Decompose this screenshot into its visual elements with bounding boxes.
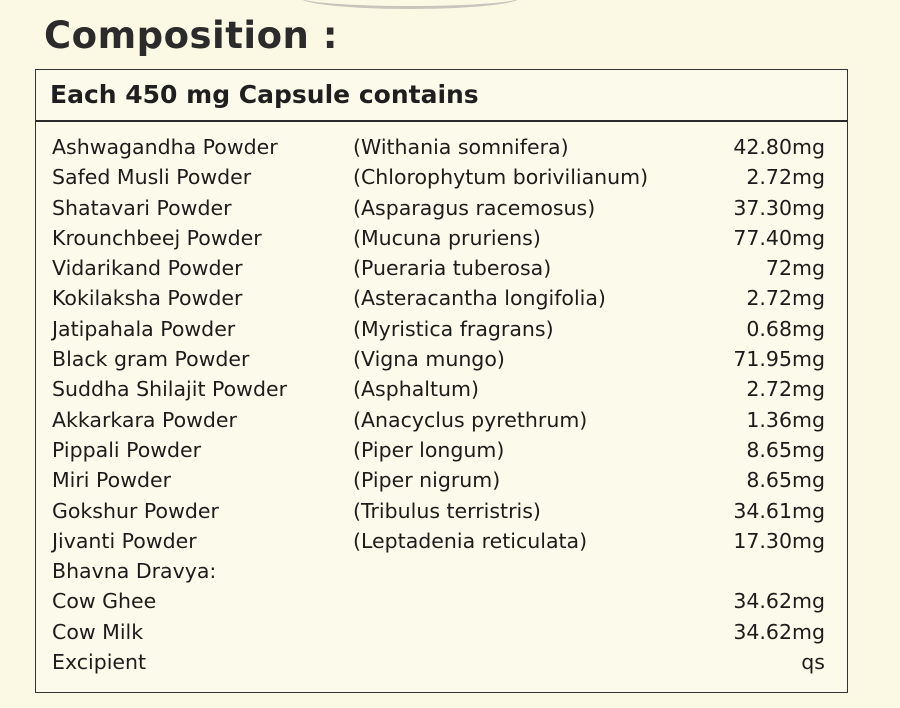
composition-panel <box>35 69 848 693</box>
ingredient-botanical: (Asphaltum) <box>353 377 479 402</box>
ingredient-quantity: 2.72mg <box>746 377 825 402</box>
ingredient-name: Cow Milk <box>52 619 144 644</box>
ingredient-botanical: (Pueraria tuberosa) <box>353 256 552 281</box>
ingredient-botanical: (Withania somnifera) <box>353 135 569 159</box>
ingredient-name: Krounchbeej Powder <box>52 225 262 250</box>
ingredient-botanical: (Piper nigrum) <box>353 468 501 493</box>
ingredient-quantity: 2.72mg <box>746 165 825 190</box>
ingredient-list <box>36 132 847 677</box>
ingredient-name: Akkarkara Powder <box>52 407 237 432</box>
ingredient-name: Jatipahala Powder <box>52 316 236 341</box>
title-divider <box>36 120 847 122</box>
ingredient-quantity: 1.36mg <box>746 407 825 432</box>
ingredient-name: Jivanti Powder <box>52 528 197 553</box>
ingredient-quantity: 34.62mg <box>733 589 825 614</box>
ingredient-row <box>36 617 847 647</box>
ingredient-quantity: qs <box>801 650 825 675</box>
ingredient-row <box>36 283 847 313</box>
ingredient-row <box>36 405 847 435</box>
ingredient-row <box>36 435 847 465</box>
ingredient-name: Miri Powder <box>52 468 172 493</box>
ingredient-quantity: 34.61mg <box>733 498 825 523</box>
ingredient-botanical: (Piper longum) <box>353 437 505 462</box>
ingredient-name: Shatavari Powder <box>52 195 232 220</box>
ingredient-botanical: (Mucuna pruriens) <box>353 225 541 250</box>
ingredient-row <box>36 647 847 677</box>
composition-heading: Composition : <box>44 14 339 57</box>
ingredient-row <box>36 556 847 586</box>
ingredient-row <box>36 132 847 162</box>
ingredient-name: Safed Musli Powder <box>52 165 252 190</box>
ingredient-name: Gokshur Powder <box>52 498 219 523</box>
ingredient-row <box>36 586 847 616</box>
ingredient-botanical: (Tribulus terristris) <box>353 498 541 523</box>
ingredient-row <box>36 526 847 556</box>
ingredient-row <box>36 465 847 495</box>
decorative-arc <box>300 0 520 9</box>
ingredient-quantity: 71.95mg <box>733 347 825 372</box>
ingredient-botanical: (Vigna mungo) <box>353 347 505 372</box>
ingredient-name: Bhavna Dravya: <box>52 559 217 584</box>
ingredient-name: Suddha Shilajit Powder <box>52 377 287 402</box>
ingredient-name: Vidarikand Powder <box>52 256 243 281</box>
panel-title: Each 450 mg Capsule contains <box>50 80 479 109</box>
ingredient-quantity: 8.65mg <box>746 468 825 493</box>
ingredient-row <box>36 253 847 283</box>
ingredient-quantity: 34.62mg <box>733 619 825 644</box>
ingredient-quantity: 72mg <box>765 256 825 281</box>
ingredient-quantity: 8.65mg <box>746 437 825 462</box>
ingredient-botanical: (Leptadenia reticulata) <box>353 528 588 553</box>
ingredient-row <box>36 193 847 223</box>
ingredient-row <box>36 374 847 404</box>
ingredient-name: Black gram Powder <box>52 347 250 372</box>
ingredient-name: Kokilaksha Powder <box>52 286 243 311</box>
ingredient-quantity: 42.80mg <box>733 135 825 159</box>
ingredient-name: Cow Ghee <box>52 589 157 614</box>
ingredient-name: Ashwagandha Powder <box>52 135 278 159</box>
ingredient-quantity: 0.68mg <box>746 316 825 341</box>
ingredient-quantity: 2.72mg <box>746 286 825 311</box>
ingredient-botanical: (Asparagus racemosus) <box>353 195 596 220</box>
ingredient-botanical: (Chlorophytum borivilianum) <box>353 165 649 190</box>
ingredient-row <box>36 223 847 253</box>
ingredient-botanical: (Asteracantha longifolia) <box>353 286 606 311</box>
ingredient-name: Excipient <box>52 650 147 675</box>
ingredient-quantity: 37.30mg <box>733 195 825 220</box>
ingredient-row <box>36 344 847 374</box>
ingredient-row <box>36 496 847 526</box>
ingredient-quantity: 77.40mg <box>733 225 825 250</box>
ingredient-botanical: (Myristica fragrans) <box>353 316 554 341</box>
ingredient-name: Pippali Powder <box>52 437 202 462</box>
ingredient-quantity: 17.30mg <box>733 528 825 553</box>
ingredient-botanical: (Anacyclus pyrethrum) <box>353 407 588 432</box>
ingredient-row <box>36 314 847 344</box>
ingredient-row <box>36 162 847 192</box>
